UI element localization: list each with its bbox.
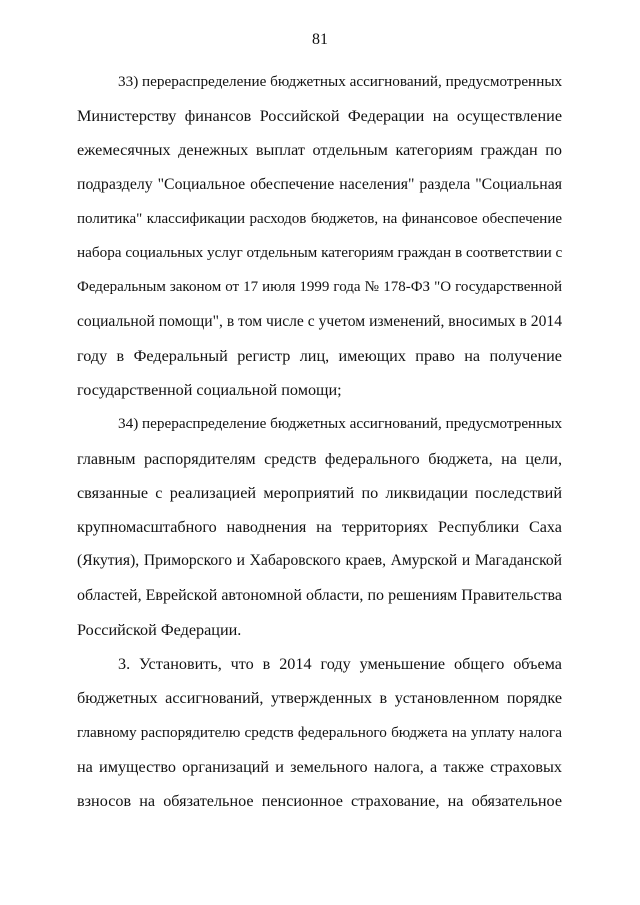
- text-line: связанные с реализацией мероприятий по ликвидации последствий: [77, 484, 562, 502]
- text-line: политика" классификации расходов бюджетов, на финансовое обеспечение: [77, 211, 562, 227]
- text-line: ежемесячных денежных выплат отдельным категориям граждан по: [77, 141, 562, 159]
- text-line: Российской Федерации.: [77, 621, 242, 639]
- text-line: набора социальных услуг отдельным категориям граждан в соответствии с: [77, 244, 562, 261]
- text-line: 34) перераспределение бюджетных ассигнований, предусмотренных: [118, 415, 562, 432]
- text-line: взносов на обязательное пенсионное страхование, на обязательное: [77, 792, 562, 810]
- text-line: областей, Еврейской автономной области, по решениям Правительства: [77, 587, 562, 604]
- text-line: Федеральным законом от 17 июля 1999 года № 178-ФЗ "О государственной: [77, 279, 562, 295]
- text-line: главному распорядителю средств федерального бюджета на уплату налога: [77, 724, 562, 741]
- text-line: подразделу "Социальное обеспечение населения" раздела "Социальная: [77, 176, 562, 193]
- page-number: 81: [312, 31, 328, 48]
- text-line: 33) перераспределение бюджетных ассигнований, предусмотренных: [118, 73, 562, 90]
- text-line: государственной социальной помощи;: [77, 381, 342, 399]
- text-line: году в Федеральный регистр лиц, имеющих право на получение: [77, 347, 562, 365]
- text-line: социальной помощи", в том числе с учетом изменений, вносимых в 2014: [77, 313, 562, 330]
- text-line: бюджетных ассигнований, утвержденных в установленном порядке: [77, 689, 562, 707]
- text-line: главным распорядителям средств федерального бюджета, на цели,: [77, 450, 562, 468]
- text-line: (Якутия), Приморского и Хабаровского краев, Амурской и Магаданской: [77, 552, 562, 569]
- text-line: Министерству финансов Российской Федерации на осуществление: [77, 107, 562, 125]
- text-line: крупномасштабного наводнения на территориях Республики Саха: [77, 518, 562, 536]
- text-line: 3. Установить, что в 2014 году уменьшение общего объема: [118, 655, 562, 673]
- text-line: на имущество организаций и земельного налога, а также страховых: [77, 758, 562, 776]
